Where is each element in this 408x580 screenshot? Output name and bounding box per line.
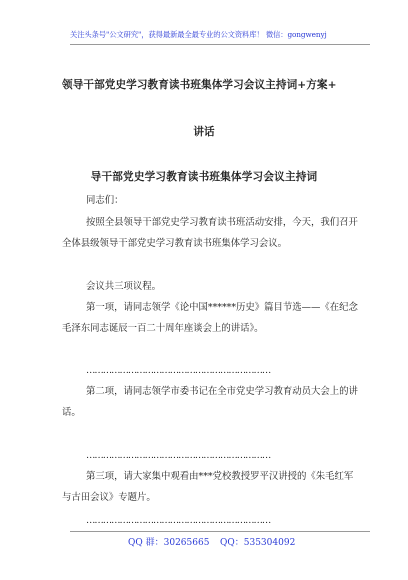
agenda-item-1: 第一项，请同志领学《论中国******历史》篇目节选——《在纪念毛泽东同志诞辰一百二十周年座谈会上的讲话》。 [62, 302, 358, 334]
footer-qq-group: QQ 群：30265665 [128, 538, 210, 548]
agenda-paragraph: 会议共三项议程。 [86, 281, 162, 292]
ellipsis-line-3: ………………………………………………………… [86, 515, 271, 526]
ellipsis-line-1: ………………………………………………………… [86, 365, 271, 376]
footer-divider [70, 531, 370, 532]
header-divider [70, 44, 370, 45]
agenda-item-3: 第三项，请大家集中观看由***党校教授罗平汉讲授的《朱毛红军与古田会议》专题片。 [62, 471, 354, 503]
document-title-line-2: 讲话 [193, 126, 215, 138]
greeting-paragraph: 同志们： [86, 195, 124, 206]
header-notice: 关注头条号"公文研究"，获得最新最全最专业的公文资料库！ 微信：gongwenyj [70, 30, 327, 39]
ellipsis-line-2: ………………………………………………………… [86, 450, 271, 461]
footer-qq: QQ：535304092 [220, 538, 296, 548]
document-title-line-1: 领导干部党史学习教育读书班集体学习会议主持词+方案+ [62, 79, 337, 91]
intro-paragraph: 按照全县领导干部党史学习教育读书班活动安排，今天，我们召开全体县级领导干部党史学习教育读书班集体学习会议。 [62, 217, 358, 249]
agenda-item-2: 第二项，请同志领学市委书记在全市党史学习教育动员大会上的讲话。 [62, 386, 358, 418]
section-heading: 导干部党史学习教育读书班集体学习会议主持词 [90, 171, 318, 183]
